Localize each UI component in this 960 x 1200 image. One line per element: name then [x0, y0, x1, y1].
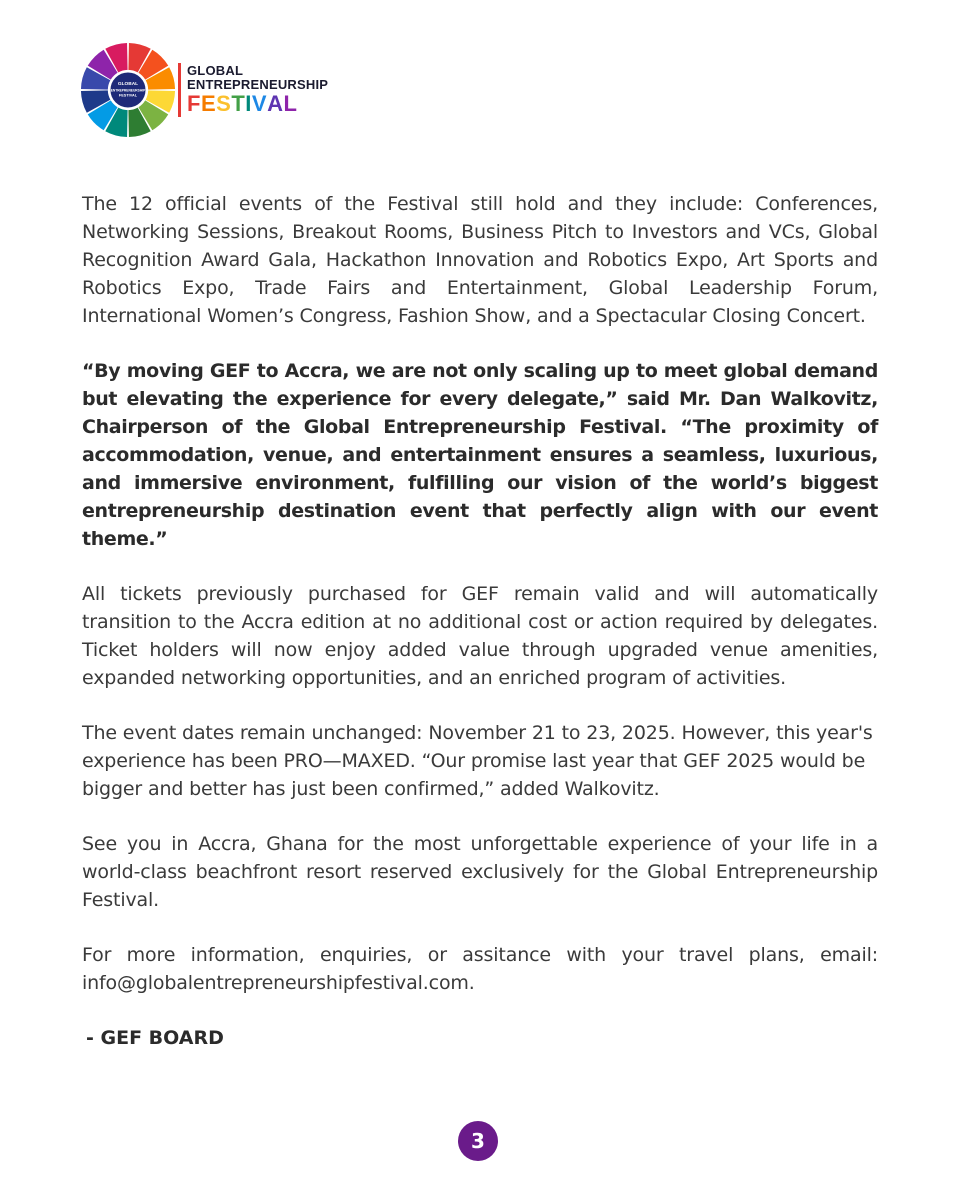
logo-wordmark [178, 63, 328, 117]
festival-letter: L [283, 91, 298, 116]
festival-letter: T [231, 91, 246, 116]
logo-line-entrepreneurship: ENTREPRENEURSHIP [187, 77, 329, 92]
paragraph-contact: For more information, enquiries, or assitance with your travel plans, email: info@globalentrepreneurshipfestival.com. [82, 944, 878, 994]
press-release-body [82, 190, 878, 1052]
wheel-center-line3: FESTIVAL [118, 93, 138, 98]
paragraph-see-you: See you in Accra, Ghana for the most unforgettable experience of your life in a world-class beachfront resort reserved exclusively for the Global Entrepreneurship Festival. [82, 833, 878, 911]
logo-line-festival [187, 92, 328, 116]
paragraph-chairperson-quote: “By moving GEF to Accra, we are not only scaling up to meet global demand but elevating the experience for every delegate,” said Mr. Dan Walkovitz, Chairperson of the Global Entrepreneurship Festival. “The proximity of accommodation, venue, and entertainment ensures a seamless, luxurious, and immersive environment, fulfilling our vision of the world’s biggest entrepreneurship destination event that perfectly align with our event theme.” [82, 360, 878, 550]
paragraph-official-events: The 12 official events of the Festival still hold and they include: Conferences, Networking Sessions, Breakout Rooms, Business Pitch to Investors and VCs, Global Recognition Award Gala, Hackathon Innovation and Robotics Expo, Art Sports and Robotics Expo, Trade Fairs and Entertainment, Global Leadership Forum, International Women’s Congress, Fashion Show, and a Spectacular Closing Concert. [82, 193, 878, 327]
festival-letter: I [245, 91, 252, 116]
festival-letter: S [216, 91, 232, 116]
logo-line-global: GLOBAL [187, 63, 244, 78]
logo-wheel-icon [80, 42, 176, 138]
page-number-badge: 3 [458, 1121, 498, 1161]
festival-letter: E [200, 91, 217, 116]
wheel-center-line1: GLOBAL [117, 82, 139, 88]
logo [80, 42, 328, 138]
paragraph-event-dates: The event dates remain unchanged: November 21 to 23, 2025. However, this year's experience has been PRO—MAXED. “Our promise last year that GEF 2025 would be bigger and better has just been confirmed,” added Walkovitz. [82, 722, 873, 800]
paragraph-tickets: All tickets previously purchased for GEF remain valid and will automatically transition to the Accra edition at no additional cost or action required by delegates. Ticket holders will now enjoy added value through upgraded venue amenities, expanded networking opportunities, and an enriched program of activities. [82, 583, 878, 689]
festival-letter: V [251, 91, 268, 116]
wheel-center-line2: ENTREPRENEURSHIP [110, 88, 146, 93]
festival-letter: F [187, 91, 201, 116]
festival-letter: A [267, 91, 284, 116]
signature: - GEF BOARD [86, 1027, 224, 1049]
